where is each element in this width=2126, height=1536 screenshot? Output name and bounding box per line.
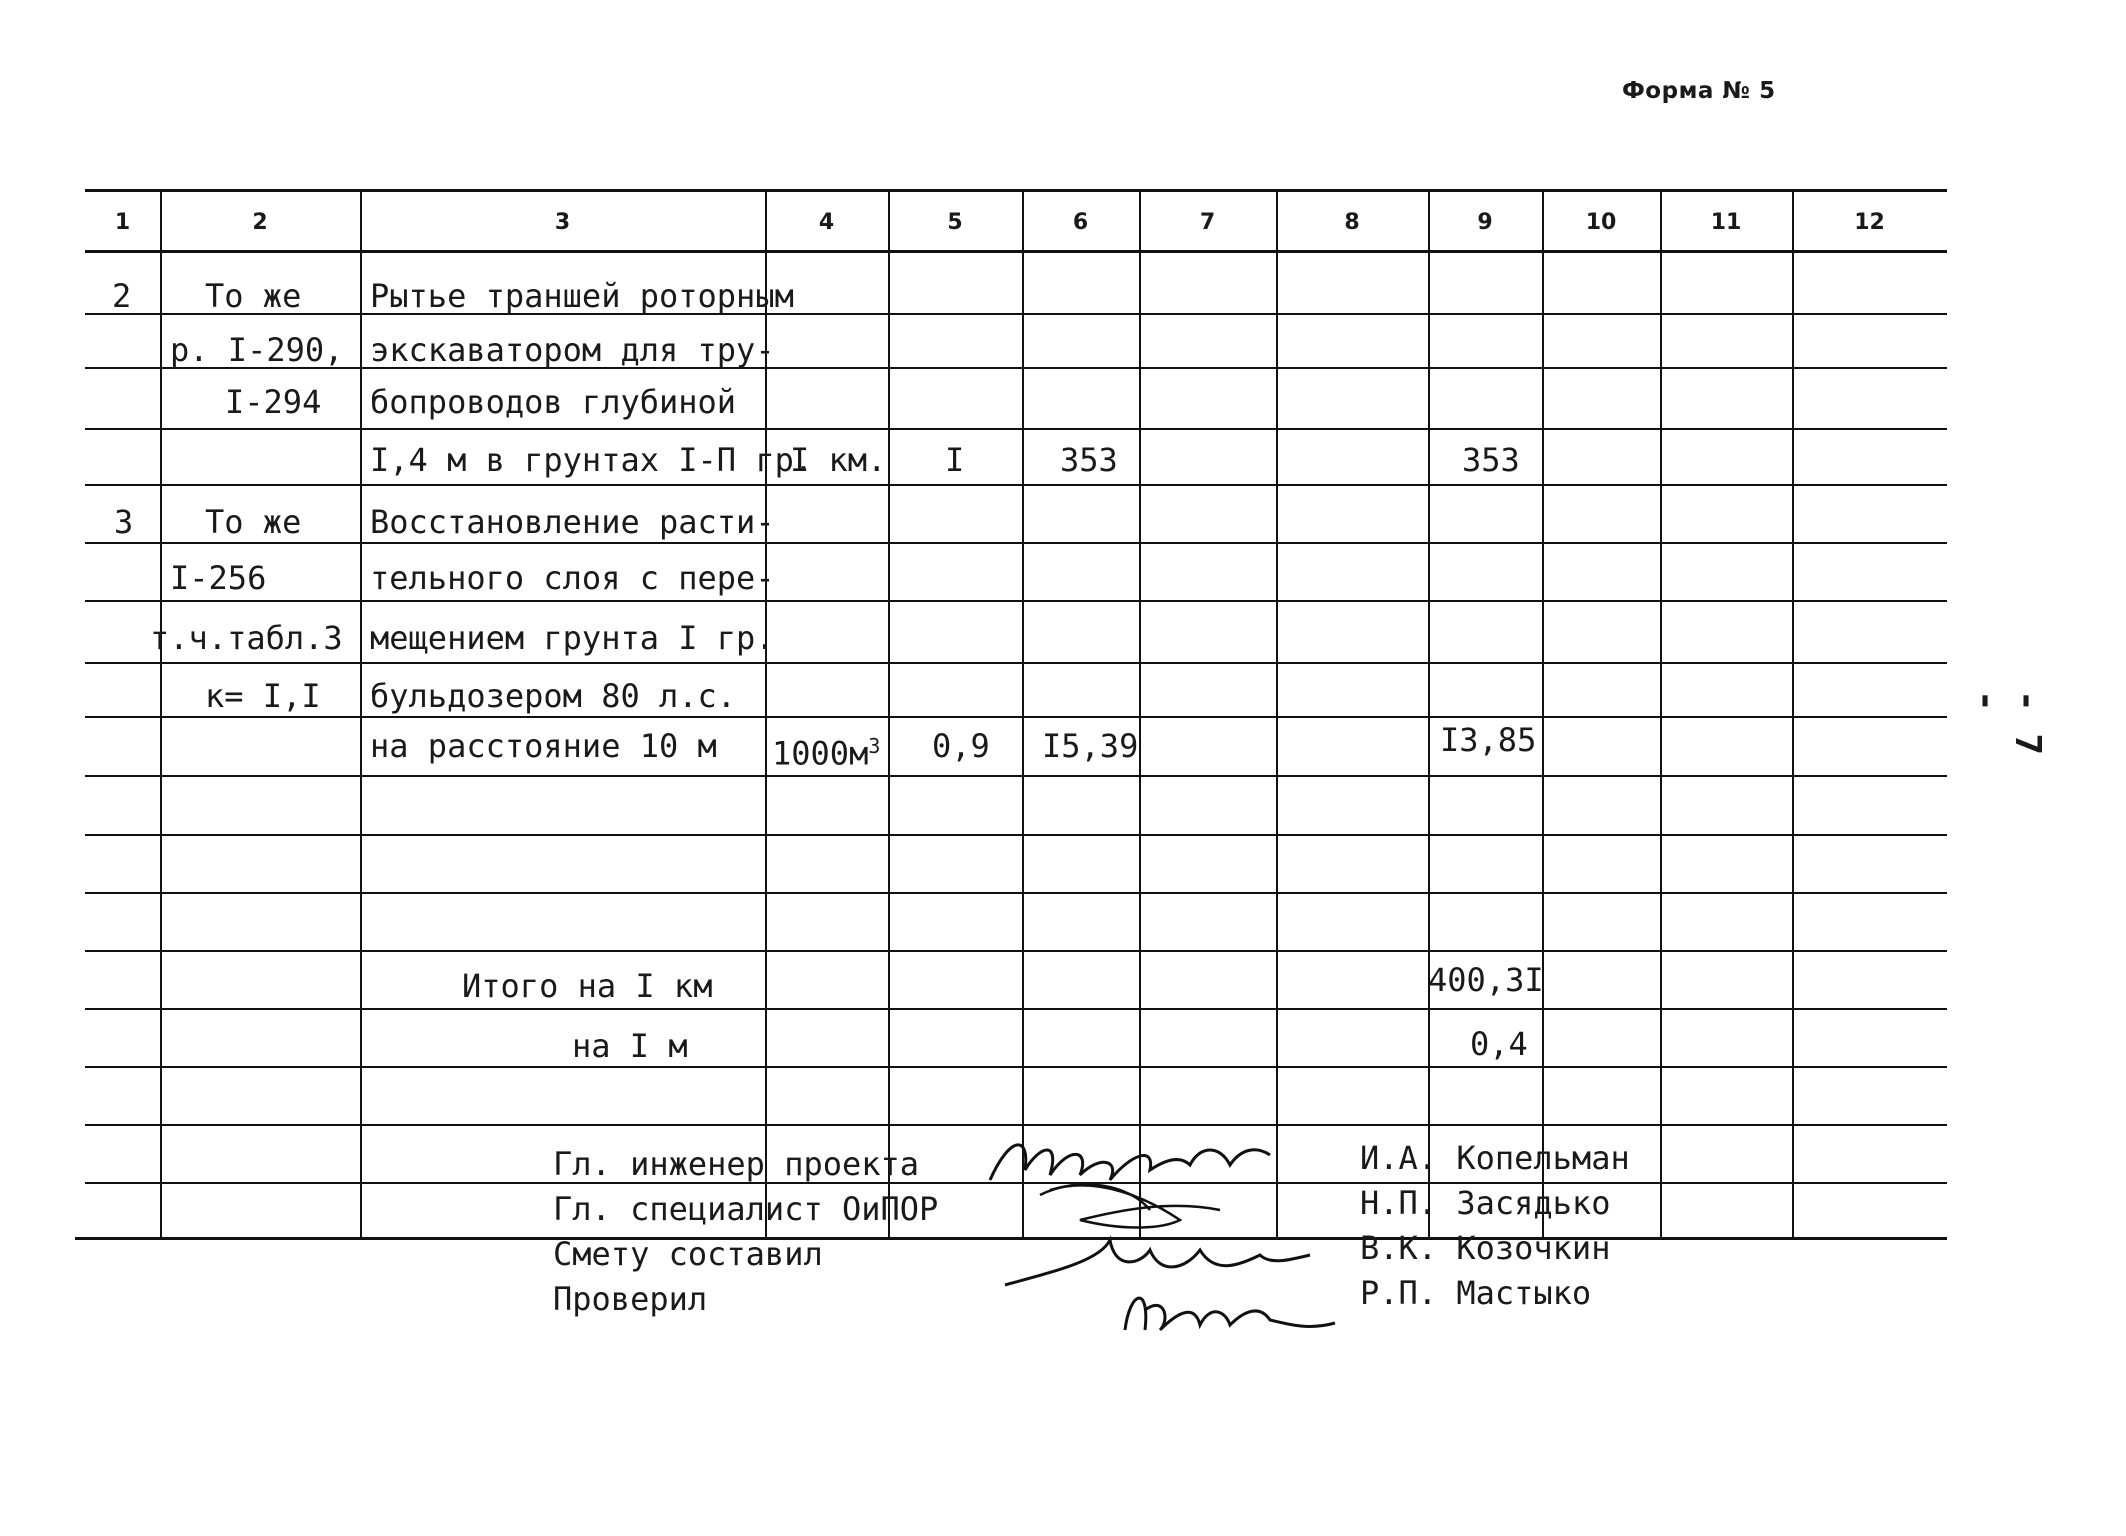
column-header: 5 (947, 210, 963, 235)
unit-cost-cell: 353 (1060, 441, 1118, 479)
signature-name: И.А. Копельман (1360, 1139, 1630, 1177)
column-header: 9 (1477, 210, 1493, 235)
row-rule (85, 428, 1947, 430)
column-header: 3 (554, 210, 571, 235)
column-divider (1428, 189, 1430, 1237)
column-header: 6 (1072, 210, 1089, 235)
signature-name: В.К. Козочкин (1360, 1229, 1611, 1267)
column-header: 1 (114, 210, 131, 235)
row-rule (85, 367, 1947, 369)
row-rule (85, 313, 1947, 315)
work-description-line: Рытье траншей роторным (370, 277, 794, 315)
column-header: 4 (818, 210, 835, 235)
total-cost-cell: 353 (1462, 441, 1520, 479)
signature-role: Гл. специалист ОиПОР (553, 1190, 939, 1228)
table-top-rule (85, 189, 1947, 192)
total-per-m-label: на I м (572, 1027, 688, 1065)
unit-exponent: 3 (868, 734, 881, 758)
row-rule (85, 1008, 1947, 1010)
source-ref-line: То же (205, 277, 302, 315)
source-ref-line: к= I,I (205, 677, 321, 715)
signature-role: Гл. инженер проекта (553, 1145, 920, 1183)
column-divider (160, 189, 162, 1237)
column-header: 8 (1344, 210, 1360, 235)
signature-roles (553, 1142, 938, 1322)
row-rule (85, 662, 1947, 664)
signature-role: Смету составил (553, 1235, 823, 1273)
column-header: 12 (1854, 210, 1885, 235)
row-rule (85, 950, 1947, 952)
source-ref-line: I-294 (225, 383, 322, 421)
column-divider (1660, 189, 1662, 1237)
form-number-label: Форма № 5 (1622, 78, 1776, 104)
work-description-line: I,4 м в грунтах I-П гр. (370, 441, 814, 479)
header-bottom-rule (85, 250, 1947, 253)
work-description-line: бульдозером 80 л.с. (370, 677, 737, 715)
signature-name: Р.П. Мастыко (1360, 1274, 1592, 1312)
source-ref-line: То же (205, 503, 302, 541)
row-number: 2 (112, 277, 132, 315)
total-per-km-label: Итого на I км (462, 967, 713, 1005)
source-ref-line: т.ч.табл.3 (150, 619, 343, 657)
row-rule (85, 484, 1947, 486)
column-divider (1022, 189, 1024, 1237)
work-description-line: бопроводов глубиной (370, 383, 737, 421)
quantity-cell: I (945, 441, 965, 479)
unit-cell: I км. (790, 441, 887, 479)
work-description-line: экскаватором для тру- (370, 331, 775, 369)
column-divider (1542, 189, 1544, 1237)
work-description-line: на расстояние 10 м (370, 727, 717, 765)
row-rule (85, 834, 1947, 836)
row-rule (85, 892, 1947, 894)
source-ref-line: р. I-290, (170, 331, 344, 369)
column-header: 2 (252, 210, 268, 235)
row-rule (85, 600, 1947, 602)
unit-text: 1000м (772, 734, 869, 773)
column-divider (360, 189, 362, 1237)
row-rule (85, 716, 1947, 718)
unit-cost-cell: I5,39 (1042, 727, 1139, 765)
work-description-line: тельного слоя с пере- (370, 559, 775, 597)
total-cost-cell: I3,85 (1440, 721, 1537, 759)
row-number: 3 (114, 503, 134, 541)
row-rule (85, 1066, 1947, 1068)
column-divider (1276, 189, 1278, 1237)
signature-names (1360, 1136, 1630, 1316)
quantity-cell: 0,9 (932, 727, 990, 765)
column-header: 11 (1710, 210, 1742, 235)
column-divider (1792, 189, 1794, 1237)
column-header: 10 (1585, 210, 1617, 235)
row-rule (85, 775, 1947, 777)
source-ref-line: I-256 (170, 559, 267, 597)
handwritten-signature-checker (1110, 1275, 1350, 1345)
work-description-line: Восстановление расти- (370, 503, 775, 541)
column-divider (888, 189, 890, 1237)
total-per-m-value: 0,4 (1470, 1025, 1528, 1063)
work-description-line: мещением грунта I гр. (370, 619, 775, 657)
row-rule (85, 542, 1947, 544)
unit-cell (772, 726, 880, 774)
signature-name: Н.П. Засядько (1360, 1184, 1611, 1222)
signature-role: Проверил (553, 1280, 708, 1318)
page-number: - 7 - (1966, 690, 2048, 756)
column-divider (1139, 189, 1141, 1237)
column-header: 7 (1199, 210, 1216, 235)
total-per-km-value: 400,3I (1428, 961, 1544, 999)
